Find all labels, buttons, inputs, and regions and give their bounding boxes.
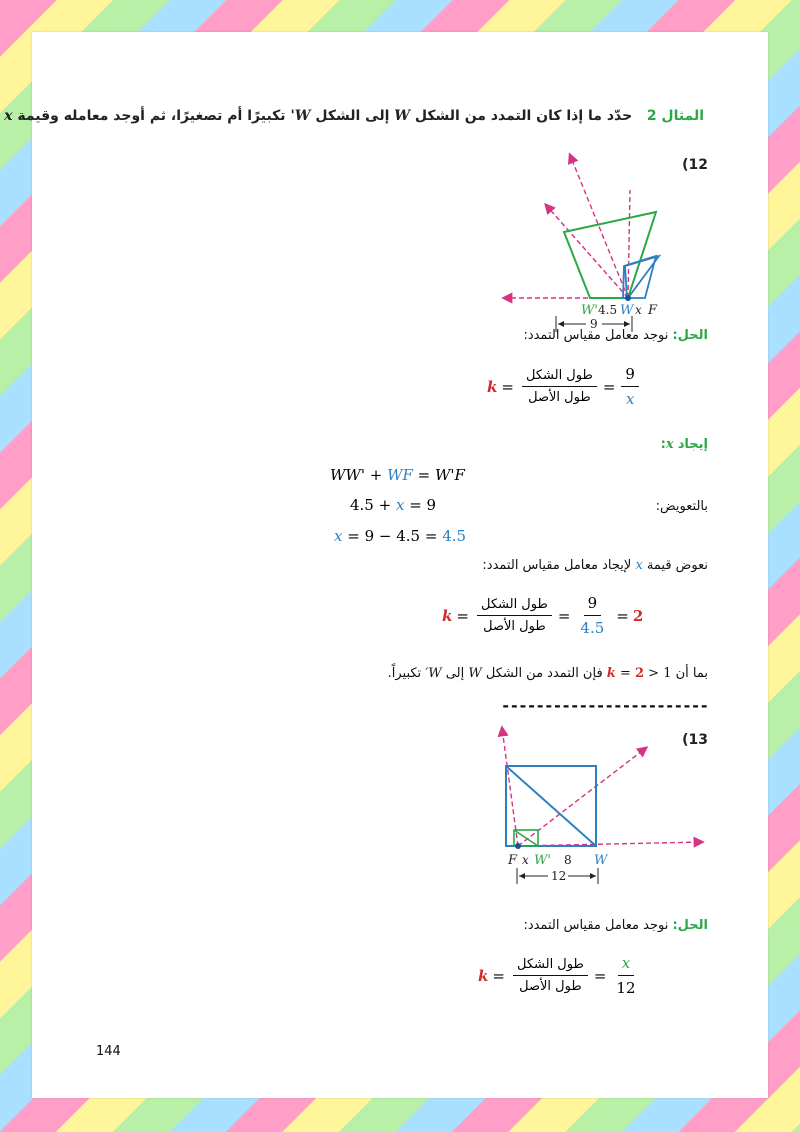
solution-text: نوجد معامل مقياس التمدد:	[523, 918, 669, 933]
eq1-part-c: = W'F	[412, 466, 465, 484]
equals-sign: =	[557, 606, 571, 625]
frac-denominator: طول الأصل	[519, 979, 582, 994]
sub-x-part-b: لإيجاد معامل مقياس التمدد:	[482, 558, 632, 573]
equation-2	[350, 496, 436, 514]
ray-line	[628, 190, 630, 298]
conclusion-k: k	[606, 666, 616, 681]
conclusion-12	[388, 666, 708, 681]
solution-label: الحل:	[672, 918, 708, 933]
equals-sign: =	[602, 377, 616, 396]
conclusion-eq: =	[615, 666, 635, 681]
frac-numerator: طول الشكل	[477, 597, 552, 616]
frac-denominator: 4.5	[580, 619, 605, 637]
frac-numerator: طول الشكل	[513, 957, 588, 976]
instruction-part-a: حدّد ما إذا كان التمدد من الشكل	[414, 108, 633, 124]
frac-numerator: طول الشكل	[522, 368, 597, 387]
conclusion-inequality: k = 2 > 1	[606, 666, 672, 681]
equals-sign: =	[456, 606, 469, 625]
conclusion-part-a: بما أن	[675, 666, 708, 681]
equals-sign: =	[593, 966, 607, 985]
conclusion-W: W	[468, 666, 482, 681]
ray-line	[546, 205, 628, 298]
page-sheet	[4, 32, 768, 1098]
point-F	[515, 843, 521, 849]
label-9: 9	[590, 317, 598, 331]
instruction-part-c: تكبيرًا أم تصغيرًا، ثم أوجد معامله وقيمة	[17, 108, 286, 124]
sub-x-var: x	[635, 558, 643, 573]
solution-13-intro	[523, 918, 708, 933]
k-equation-12b	[442, 594, 643, 637]
problem-13-number: (13	[682, 732, 708, 748]
result-value: 2	[632, 606, 644, 625]
frac-denominator: طول الأصل	[528, 390, 591, 405]
eq3-part-a: x	[334, 527, 343, 545]
fraction-length	[477, 597, 552, 634]
label-8: 8	[564, 853, 572, 867]
problem-12-number: (12	[682, 157, 708, 173]
frac-denominator: x	[625, 390, 635, 408]
var-W-prime: W'	[290, 108, 311, 124]
k-equation-12	[487, 365, 643, 408]
frac-numerator: x	[618, 954, 634, 976]
k-var: k	[478, 966, 489, 985]
conclusion-W-prime: W′	[425, 666, 442, 681]
equals-sign: =	[492, 966, 505, 985]
find-x-label: إيجاد	[677, 437, 708, 452]
substitution-label: بالتعويض:	[655, 499, 708, 514]
conclusion-part-b: فإن التمدد من الشكل	[485, 666, 603, 681]
eq1-part-b: WF	[387, 466, 413, 484]
example-label: المثال 2	[646, 108, 704, 124]
frac-denominator: 12	[616, 979, 636, 997]
label-4-5: 4.5	[598, 303, 618, 317]
equation-3	[334, 527, 466, 545]
find-x-colon: :	[660, 437, 666, 452]
ray-line	[502, 728, 518, 846]
label-W: W	[620, 303, 634, 318]
label-W-prime: W'	[534, 853, 551, 868]
k-var: k	[442, 606, 453, 625]
example-instruction	[0, 108, 704, 124]
eq2-part-b: x	[395, 496, 405, 514]
figure-13	[500, 726, 710, 870]
equals-sign: =	[501, 377, 514, 396]
page-number: 144	[96, 1044, 121, 1059]
label-x: x	[635, 303, 642, 317]
solution-text: نوجد معامل مقياس التمدد:	[523, 328, 669, 343]
fraction-x-12	[612, 954, 639, 997]
eq3-part-b: = 9 − 4.5 =	[342, 527, 443, 545]
label-W: W	[594, 853, 608, 868]
fraction-length	[513, 957, 588, 994]
frac-numerator: 9	[621, 365, 639, 387]
var-x: x	[4, 108, 13, 124]
section-separator: ------------------------	[500, 696, 708, 715]
conclusion-part-d: تكبيراً.	[387, 666, 422, 681]
label-W-prime: W'	[581, 303, 598, 318]
solution-12-intro	[523, 328, 708, 343]
conclusion-two: 2	[634, 666, 645, 681]
fraction-9-x	[621, 365, 639, 408]
ray-line	[570, 155, 628, 298]
eq2-part-a: 4.5 +	[350, 496, 396, 514]
label-12: 12	[551, 869, 567, 883]
equals-sign: =	[616, 606, 629, 625]
frac-numerator: 9	[584, 594, 602, 616]
find-x-heading	[661, 437, 708, 452]
figure-12	[498, 150, 668, 318]
instruction-part-b: إلى الشكل	[315, 108, 390, 124]
measure-12	[514, 866, 604, 886]
figure-W-prime	[564, 212, 656, 298]
eq1-part-a: WW' +	[330, 466, 388, 484]
label-F: F	[648, 303, 658, 318]
find-x-var: x	[665, 437, 674, 452]
eq3-part-c: 4.5	[442, 527, 467, 545]
eq2-part-c: = 9	[404, 496, 437, 514]
k-var: k	[487, 377, 498, 396]
k-equation-13	[478, 954, 644, 997]
sub-x-part-a: نعوض قيمة	[646, 558, 708, 573]
fraction-9-4-5	[576, 594, 608, 637]
conclusion-part-c: إلى	[445, 666, 465, 681]
frac-denominator: طول الأصل	[483, 619, 546, 634]
label-F: F	[508, 853, 518, 868]
fraction-length	[522, 368, 597, 405]
substitute-x-line	[482, 558, 708, 573]
label-x: x	[522, 853, 529, 867]
var-W: W	[394, 108, 411, 124]
point-F	[625, 295, 631, 301]
equation-1	[330, 466, 465, 484]
solution-label: الحل:	[672, 328, 708, 343]
